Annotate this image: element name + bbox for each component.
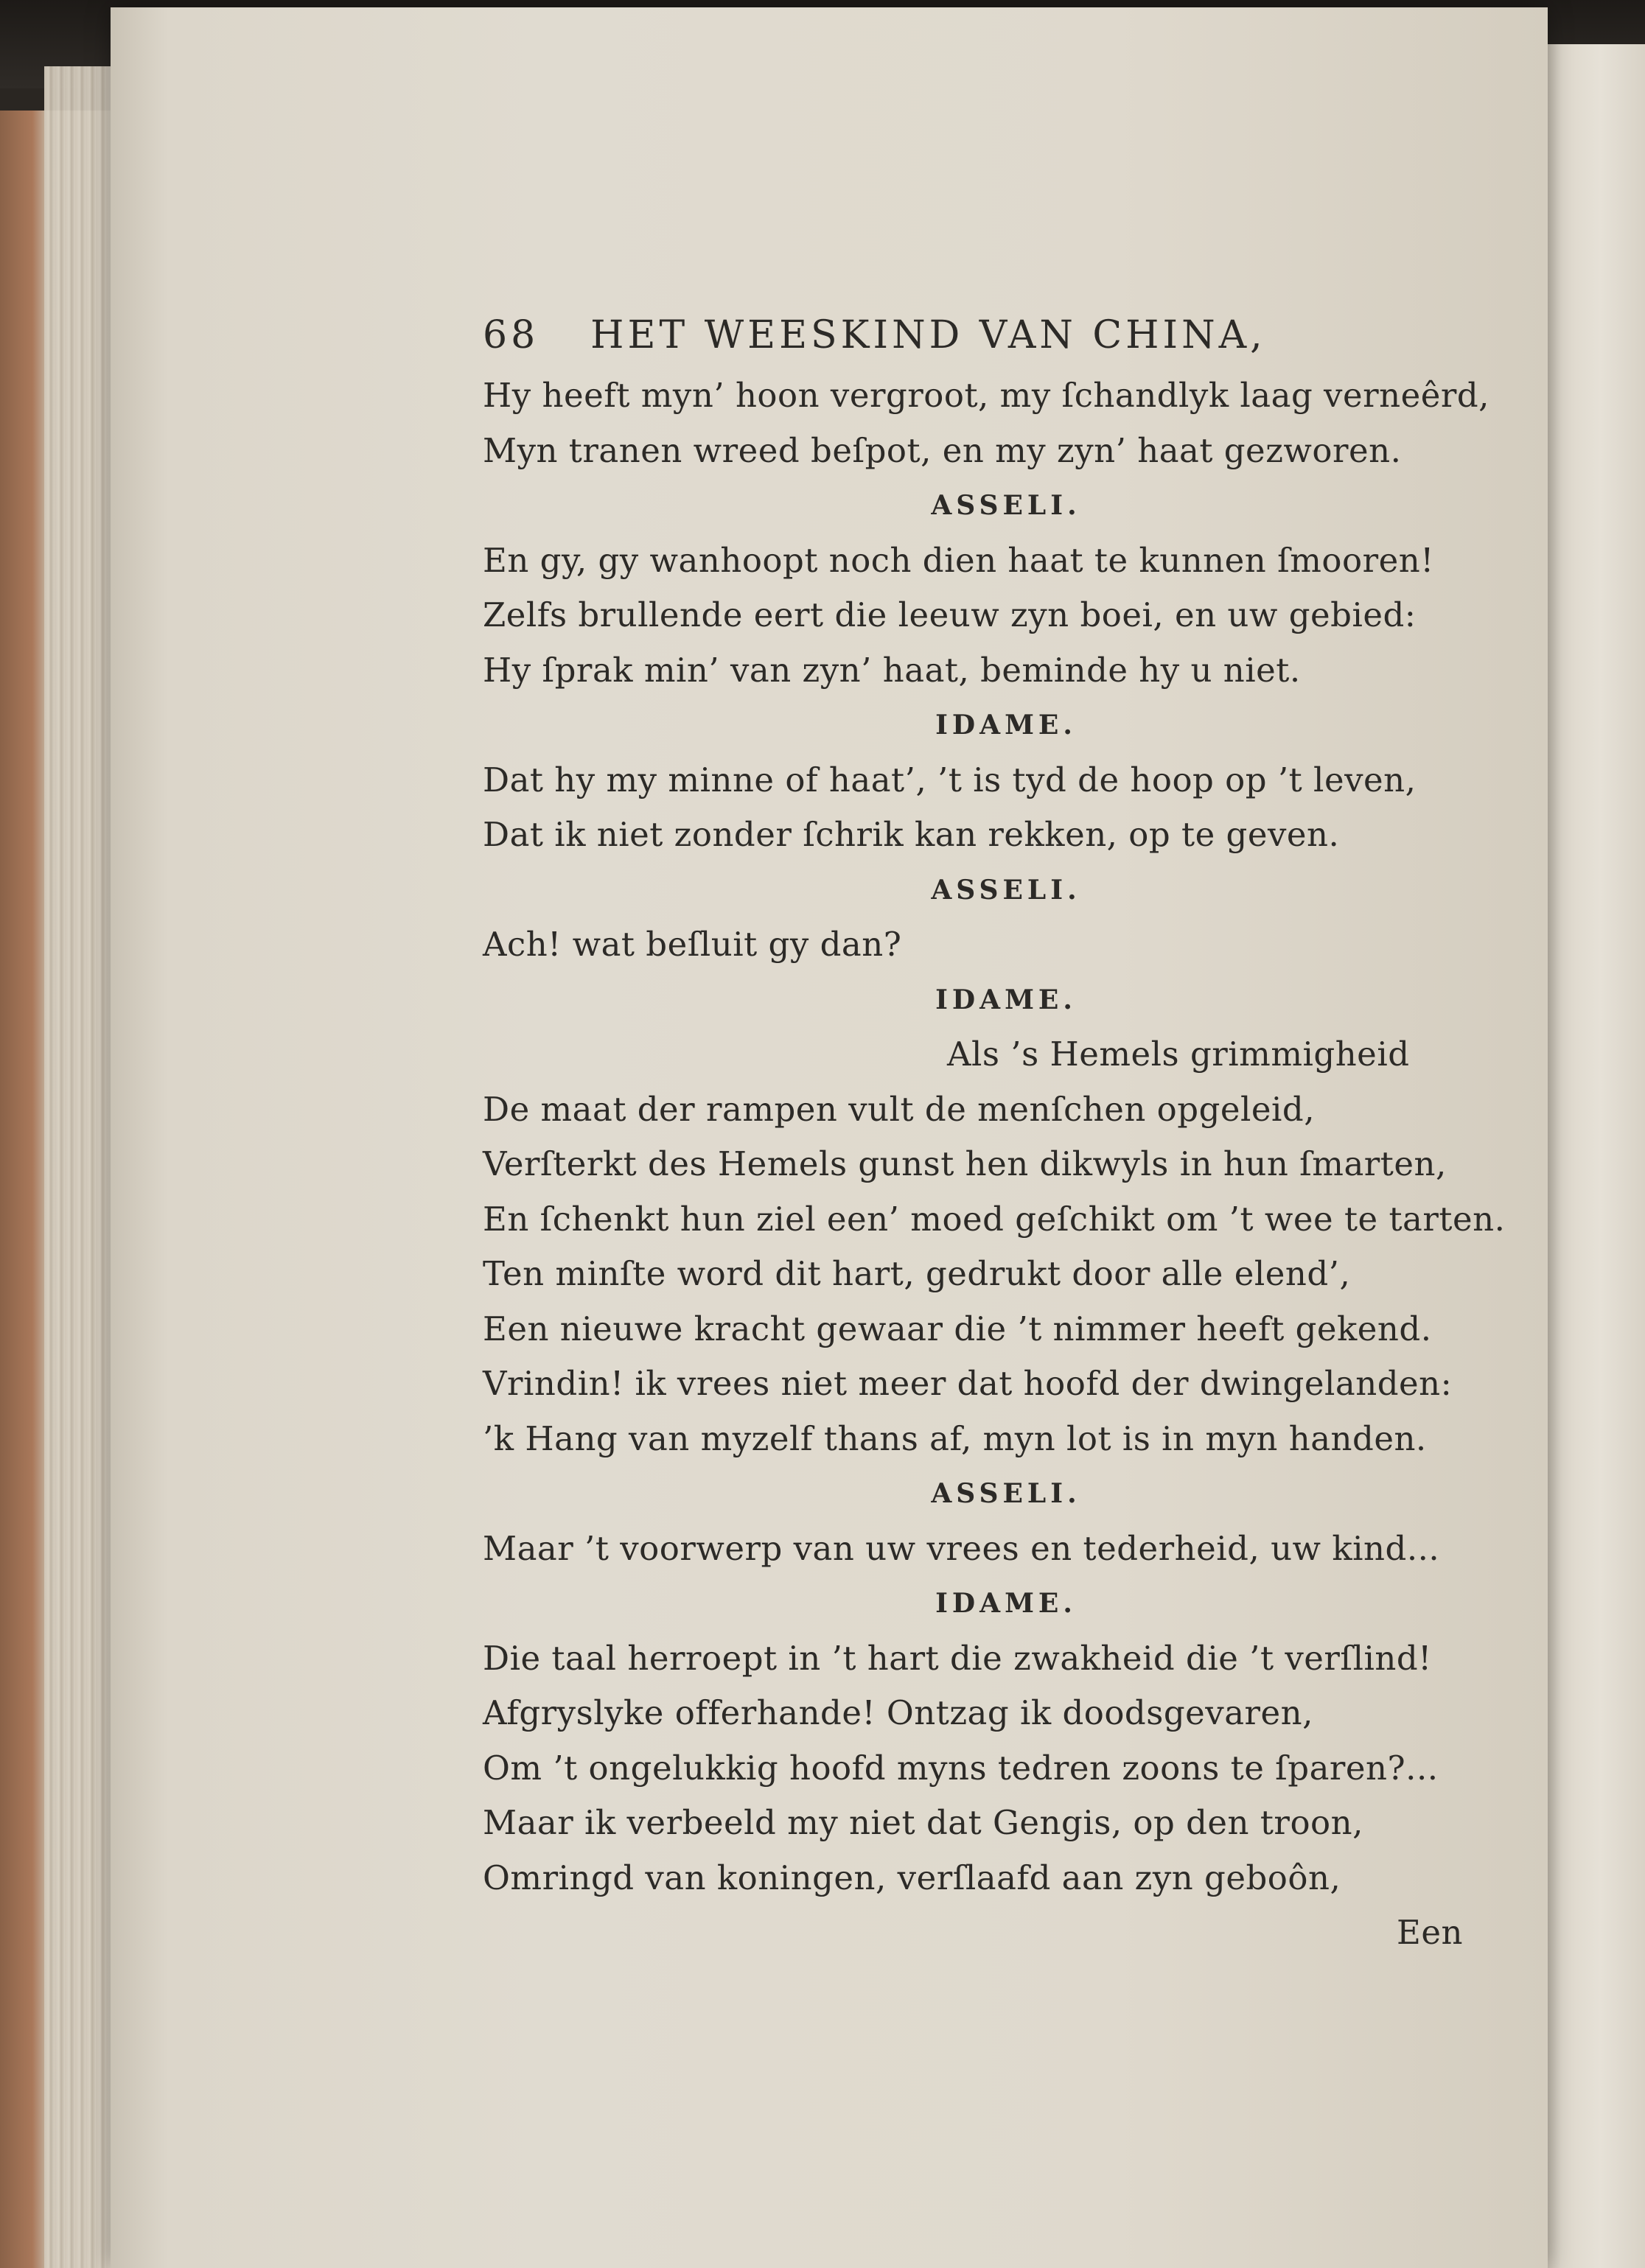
verse-line: En gy, gy wanhoopt noch dien haat te kunnen ſmooren!	[483, 540, 1434, 580]
verse-line: Maar ik verbeeld my niet dat Gengis, op den troon,	[483, 1803, 1363, 1842]
verse-line: Hy heeft myn’ hoon vergroot, my ſchandlyk laag verneêrd,	[483, 376, 1489, 415]
verse-line: Hy ſprak min’ van zyn’ haat, beminde hy u niet.	[483, 650, 1301, 690]
running-head-title: HET WEESKIND VAN CHINA,	[590, 313, 1266, 357]
verse-line: Een nieuwe kracht gewaar die ’t nimmer heeft gekend.	[483, 1309, 1432, 1348]
verse-line: Zelfs brullende eert die leeuw zyn boei, en uw gebied:	[483, 595, 1417, 634]
verse-line: De maat der rampen vult de menſchen opgeleid,	[483, 1089, 1316, 1129]
verse-line: Ten minſte word dit hart, gedrukt door alle elend’,	[483, 1254, 1351, 1293]
verse-line: Ach! wat beſluit gy dan?	[483, 925, 902, 964]
verse-line: Dat hy my minne of haat’, ’t is tyd de hoop op ’t leven,	[483, 760, 1417, 799]
verse-line: Afgryslyke offerhande! Ontzag ik doodsgevaren,	[483, 1693, 1313, 1732]
page-text	[483, 302, 1506, 1961]
verse-line: Omringd van koningen, verſlaafd aan zyn geboôn,	[483, 1858, 1341, 1897]
facing-page-edge	[1533, 44, 1645, 2268]
verse-line: En ſchenkt hun ziel een’ moed geſchikt om ’t wee te tarten.	[483, 1199, 1506, 1239]
verse-line: Verſterkt des Hemels gunst hen dikwyls in hun ſmarten,	[483, 1144, 1447, 1183]
speaker-name: IDAME.	[935, 710, 1077, 741]
speaker-name: IDAME.	[935, 1588, 1077, 1619]
running-header	[483, 302, 1485, 368]
speaker-name: ASSELI.	[931, 874, 1081, 906]
verse-body	[483, 368, 1506, 1961]
verse-line: Maar ’t voorwerp van uw vrees en tederheid, uw kind...	[483, 1528, 1440, 1568]
speaker-name: IDAME.	[935, 984, 1077, 1015]
verse-line: Om ’t ongelukkig hoofd myns tedren zoons te ſparen?...	[483, 1748, 1439, 1788]
verse-line: ’k Hang van myzelf thans af, myn lot is in myn handen.	[483, 1418, 1427, 1458]
verse-line: Myn tranen wreed beſpot, en my zyn’ haat gezworen.	[483, 430, 1402, 470]
speaker-name: ASSELI.	[931, 1478, 1081, 1509]
speaker-name: ASSELI.	[931, 490, 1081, 521]
verse-line: Die taal herroept in ’t hart die zwakheid die ’t verſlind!	[483, 1638, 1432, 1678]
catchword: Een	[1397, 1913, 1463, 1952]
verse-line: Dat ik niet zonder ſchrik kan rekken, op te geven.	[483, 815, 1340, 854]
verse-line: Vrindin! ik vrees niet meer dat hoofd der dwingelanden:	[483, 1364, 1453, 1403]
page-number: 68	[483, 313, 539, 357]
verse-line: Als ’s Hemels grimmigheid	[947, 1035, 1410, 1074]
